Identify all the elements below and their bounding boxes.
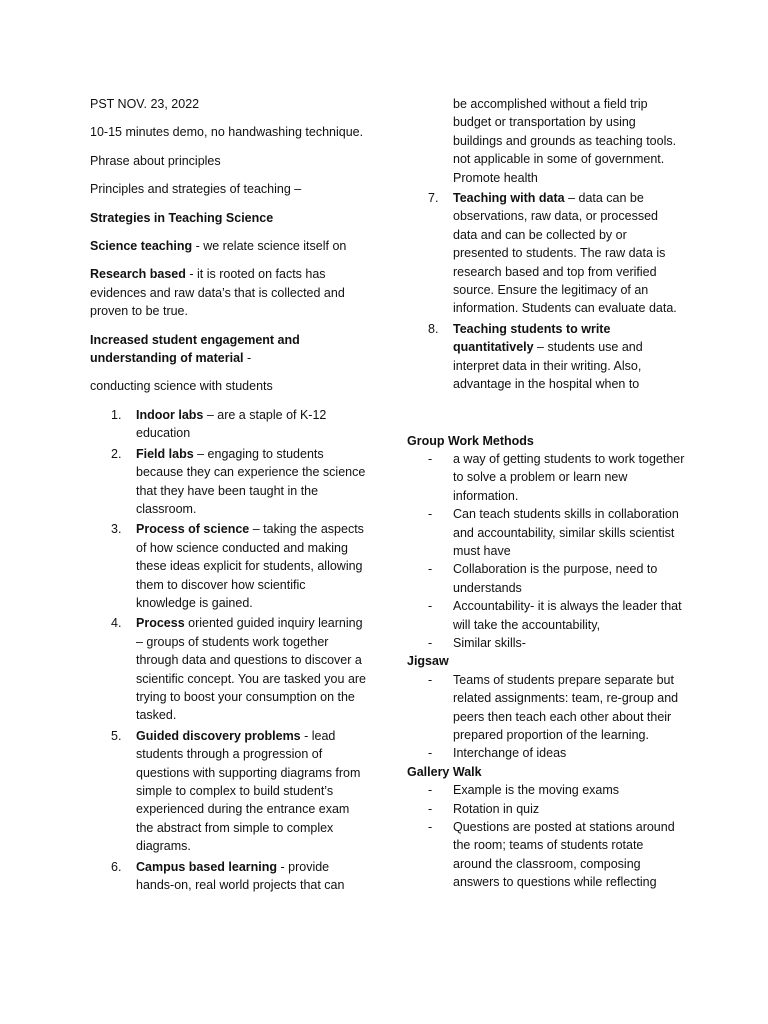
list-item-text: Rotation in quiz — [453, 801, 540, 816]
demo-note: 10-15 minutes demo, no handwashing technique. — [90, 125, 364, 140]
dash-bullet: - — [428, 562, 433, 577]
list-item-text: Accountability- it is always the leader that will take the accountability, — [453, 599, 682, 632]
research-based-text: - it is rooted on facts has evidences and raw data’s that is collected and proven to be true. — [90, 267, 345, 319]
list-item — [407, 634, 685, 652]
list-item — [407, 800, 685, 818]
list-item — [90, 520, 368, 612]
list-number: 1. — [111, 407, 122, 422]
list-number: 5. — [111, 728, 122, 743]
list-item-text: – are a staple of K-12 education — [136, 407, 327, 441]
list-item-text: Similar skills- — [453, 635, 526, 650]
list-item — [407, 818, 685, 892]
left-column — [90, 95, 368, 896]
list-item-term: Teaching students to write quantitatively — [453, 321, 611, 355]
list-item-text: – data can be observations, raw data, or processed data and can be collected by or presented to students. The raw data is research based and top from verified source. Ensure the legitimacy of an information. Students can evaluate data. — [453, 191, 677, 316]
jigsaw-heading: Jigsaw — [407, 654, 449, 669]
list-item — [90, 614, 368, 724]
list-item — [407, 597, 685, 634]
dash-bullet: - — [428, 635, 433, 650]
strategies-heading-text: Strategies in Teaching Science — [90, 210, 274, 225]
list-item-text: oriented guided inquiry learning – groups of students work together through data and questions to discover a scientific concept. You are tasked you are trying to boost your consumption on the tasked. — [136, 616, 367, 723]
dash-bullet: - — [428, 820, 433, 835]
list-item — [407, 781, 685, 799]
dash-bullet: - — [428, 599, 433, 614]
list-number: 3. — [111, 522, 122, 537]
list-item — [407, 560, 685, 597]
strategies-list-right — [407, 189, 685, 393]
campus-learning-continuation: be accomplished without a field trip budget or transportation by using buildings and grounds as teaching tools. not applicable in some of government. Promote health — [453, 97, 677, 185]
list-item-text: – engaging to students because they can experience the science that they have been taught in the classroom. — [136, 446, 366, 516]
list-item-text: Can teach students skills in collaboration and accountability, similar skills scientist must have — [453, 507, 679, 558]
science-teaching-text: - we relate science itself on — [192, 239, 347, 254]
list-item-term: Teaching with data — [453, 191, 565, 206]
list-item-text: Questions are posted at stations around the room; teams of students rotate around the classroom, composing answers to questions while reflecting — [453, 820, 675, 890]
list-item-text: a way of getting students to work together to solve a problem or learn new information. — [453, 451, 685, 503]
list-item-term: Field labs — [136, 446, 194, 461]
list-item — [407, 450, 685, 505]
document-date-title: PST NOV. 23, 2022 — [90, 97, 200, 111]
spacer — [407, 396, 685, 432]
list-item-text: – students use and interpret data in their writing. Also, advantage in the hospital when to — [453, 340, 643, 392]
gallery-walk-heading: Gallery Walk — [407, 764, 482, 779]
engagement-term: Increased student engagement and understanding of material — [90, 332, 300, 366]
dash-bullet: - — [428, 783, 433, 798]
list-item-term: Process — [136, 616, 185, 631]
science-teaching-term: Science teaching — [90, 239, 193, 254]
group-work-heading: Group Work Methods — [407, 433, 534, 448]
list-item — [90, 406, 368, 443]
list-item — [90, 727, 368, 856]
conducting-note: conducting science with students — [90, 379, 273, 394]
dash-bullet: - — [428, 746, 433, 761]
group-work-list — [407, 450, 685, 652]
list-number: 6. — [111, 859, 122, 874]
list-number: 2. — [111, 446, 122, 461]
strategies-list-left — [90, 406, 368, 895]
jigsaw-list — [407, 671, 685, 763]
dash-bullet: - — [428, 801, 433, 816]
science-teaching-note — [90, 237, 368, 255]
list-item-term: Campus based learning — [136, 859, 278, 874]
gallery-walk-list — [407, 781, 685, 891]
list-item-text: - provide hands-on, real world projects that can — [136, 859, 345, 893]
list-item-text: Interchange of ideas — [453, 746, 567, 761]
list-item — [407, 744, 685, 762]
phrase-note: Phrase about principles — [90, 153, 221, 168]
list-item-text: Example is the moving exams — [453, 783, 620, 798]
list-item-term: Process of science — [136, 522, 250, 537]
research-based-term: Research based — [90, 267, 186, 282]
strategies-heading — [90, 209, 368, 227]
dash-bullet: - — [428, 672, 433, 687]
list-item-text: Teams of students prepare separate but related assignments: team, re-group and peers then teach each other about their prepared proportion of the learning. — [453, 672, 679, 742]
list-item-text: - lead students through a progression of questions with supporting diagrams from simple to complex to build student’s experienced during the entrance exam the abstract from simple to complex diagrams. — [136, 728, 361, 854]
list-item — [407, 505, 685, 560]
list-number: 4. — [111, 616, 122, 631]
list-number: 8. — [428, 321, 439, 336]
right-column — [407, 95, 685, 892]
engagement-note — [90, 331, 368, 368]
list-item — [407, 320, 685, 394]
list-item-term: Indoor labs — [136, 407, 204, 422]
dash-bullet: - — [428, 507, 433, 522]
dash-bullet: - — [428, 451, 433, 466]
list-item — [90, 858, 368, 895]
list-number: 7. — [428, 191, 439, 206]
list-item — [407, 189, 685, 318]
list-item — [407, 671, 685, 745]
list-item-text: Collaboration is the purpose, need to understands — [453, 562, 658, 595]
engagement-text: - — [243, 351, 252, 366]
list-item-text: – taking the aspects of how science conducted and making these ideas explicit for students, allowing them to discover how scientific knowledge is gained. — [136, 522, 364, 610]
list-item — [90, 445, 368, 519]
list-item-term: Guided discovery problems — [136, 728, 301, 743]
research-based-note — [90, 265, 368, 320]
principles-note: Principles and strategies of teaching – — [90, 182, 302, 197]
